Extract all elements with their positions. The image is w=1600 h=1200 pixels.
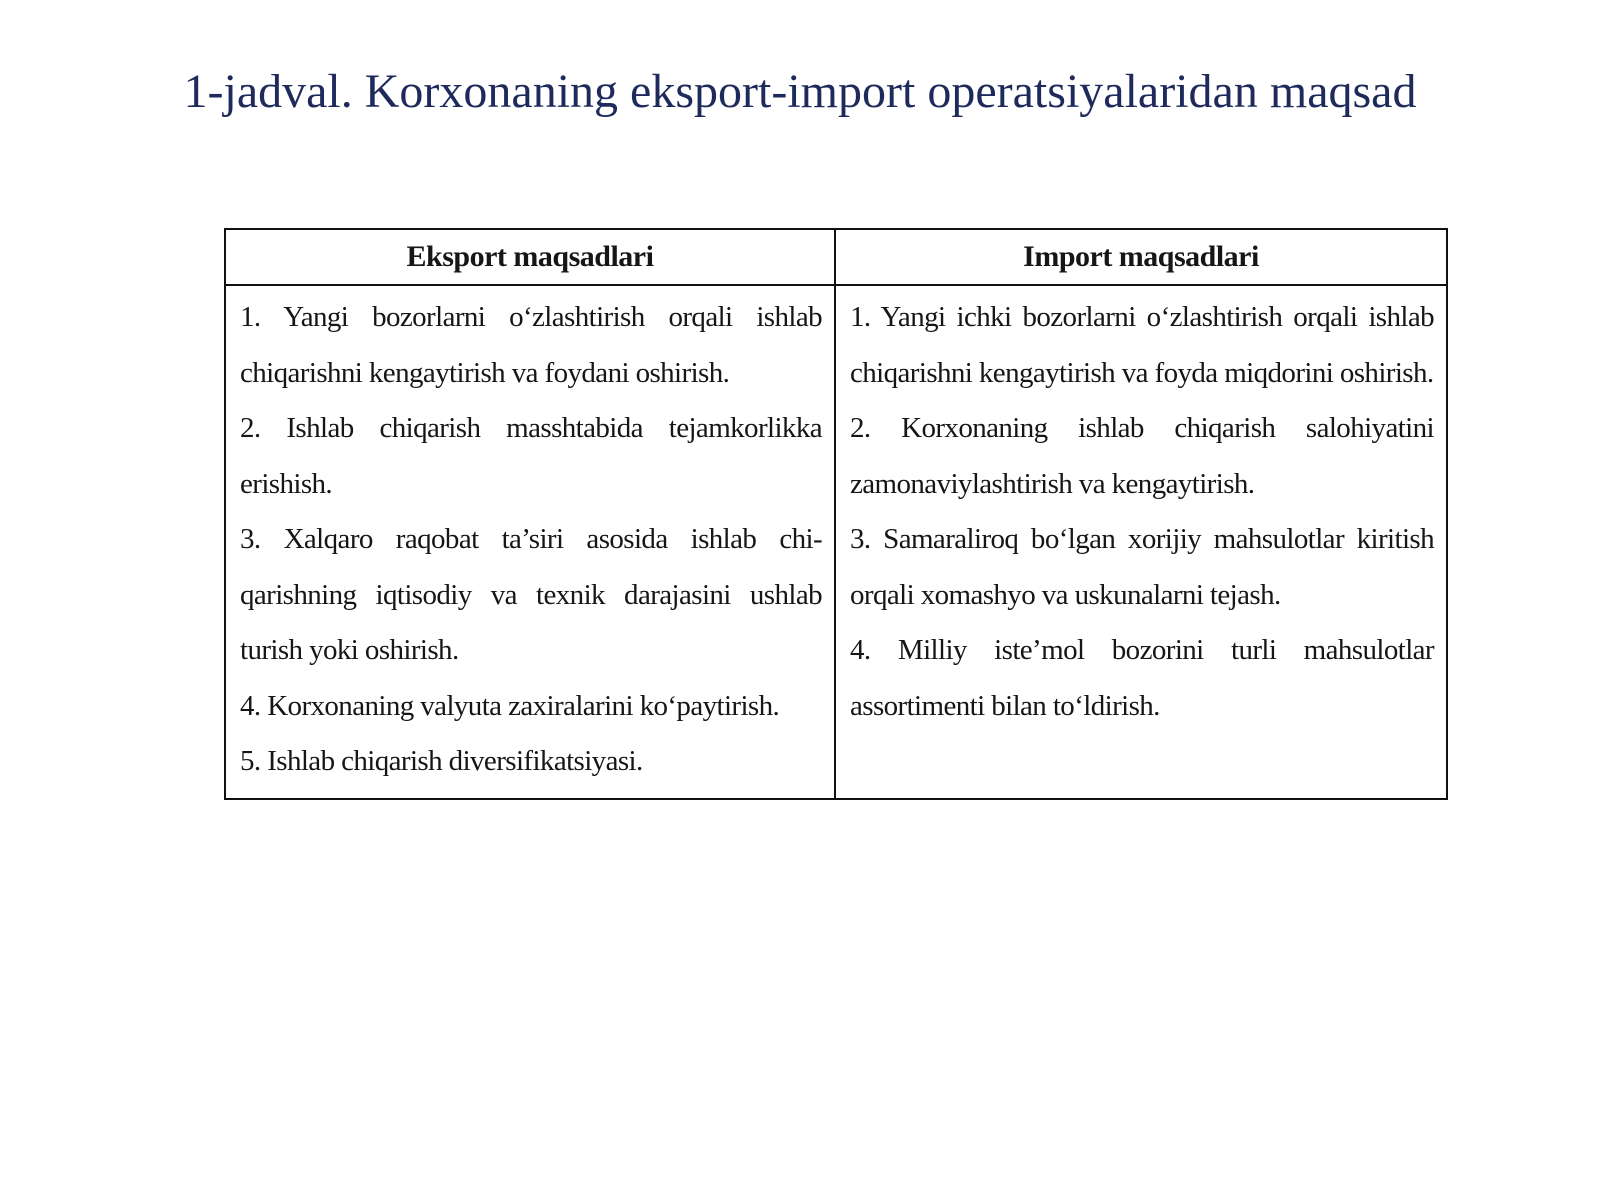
- goals-table-container: [224, 228, 1446, 800]
- export-goals-header: Eksport maqsadlari: [225, 229, 835, 285]
- table-row: [225, 285, 1447, 799]
- goals-table: [224, 228, 1448, 800]
- import-goal-item: 3. Samaraliroq bo‘lgan xorijiy mahsulotlar kiritish orqali xomashyo va uskunalarni tejash.: [850, 523, 1434, 611]
- import-goals-cell: [835, 285, 1447, 799]
- export-goals-cell: [225, 285, 835, 799]
- export-goal-item: 2. Ishlab chiqarish masshtabida tejamkorlikka erishish.: [240, 412, 822, 500]
- import-goal-item: 1. Yangi ichki bozorlarni o‘zlashtirish orqali ishlab chiqarishni kengaytirish va foyda miqdorini oshirish.: [850, 301, 1434, 389]
- table-header-row: [225, 229, 1447, 285]
- slide-title: 1-jadval. Korxonaning eksport-import operatsiyalaridan maqsad: [183, 65, 1417, 118]
- import-goals-header: Import maqsadlari: [835, 229, 1447, 285]
- import-goal-item: 2. Korxonaning ishlab chiqarish salohiyatini zamonaviylashtirish va kengaytirish.: [850, 412, 1434, 500]
- export-goal-item: 4. Korxonaning valyuta zaxiralarini ko‘paytirish.: [240, 689, 780, 722]
- export-goal-item: 5. Ishlab chiqarish diversifikatsiyasi.: [240, 745, 643, 777]
- export-goal-item: 3. Xalqaro raqobat ta’siri asosida ishlab chi-qarishning iqtisodiy va texnik darajasini ushlab turish yoki oshirish.: [240, 523, 822, 666]
- export-goal-item: 1. Yangi bozorlarni o‘zlashtirish orqali ishlab chiqarishni kengaytirish va foydani oshirish.: [240, 301, 822, 389]
- import-goal-item: 4. Milliy iste’mol bozorini turli mahsulotlar assortimenti bilan to‘ldirish.: [850, 634, 1434, 722]
